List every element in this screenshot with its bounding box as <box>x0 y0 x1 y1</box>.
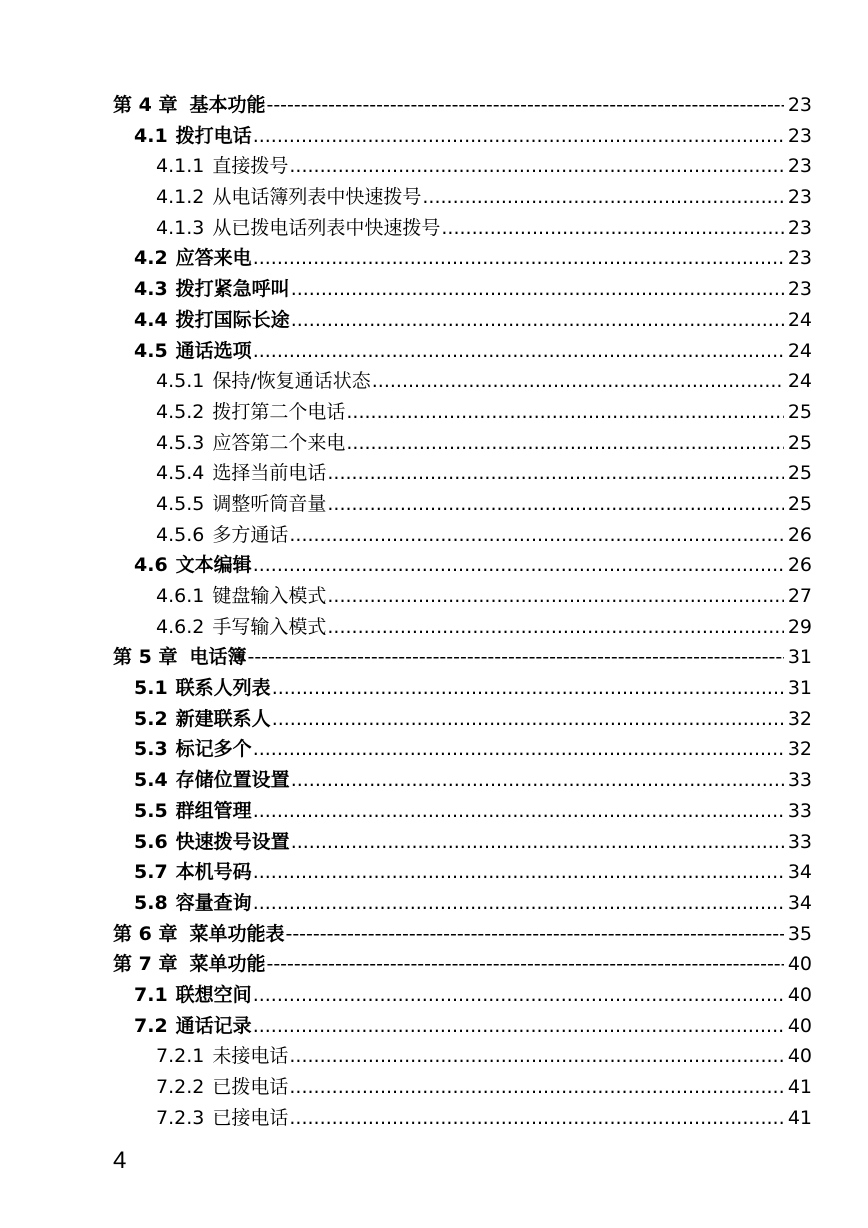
toc-entry-page: 27 <box>787 585 812 607</box>
toc-entry-title: 群组管理 <box>175 799 252 822</box>
toc-entry-title: 已拨电话 <box>212 1076 289 1098</box>
toc-entry-page: 23 <box>787 124 812 147</box>
toc-entry-title: 手写输入模式 <box>212 615 327 638</box>
toc-leader <box>289 151 783 182</box>
toc-entry-page: 41 <box>787 1076 812 1098</box>
toc-entry[interactable] <box>113 734 812 765</box>
toc-entry[interactable] <box>113 550 812 581</box>
toc-entry-page: 40 <box>787 953 812 976</box>
toc-entry-page: 23 <box>787 155 812 178</box>
toc-entry-page: 23 <box>787 186 812 209</box>
toc-entry-page: 32 <box>787 707 812 730</box>
toc-entry-title: 已接电话 <box>212 1106 289 1129</box>
toc-entry[interactable] <box>113 90 812 121</box>
toc-leader <box>441 213 783 244</box>
toc-entry[interactable] <box>113 489 812 520</box>
toc-entry-number: 7.2.2 <box>156 1076 205 1098</box>
toc-entry-number: 5.3 <box>134 738 168 761</box>
toc-entry[interactable] <box>113 581 812 612</box>
toc-entry-page: 40 <box>787 983 812 1006</box>
toc-entry-number: 第 5 章 <box>113 646 178 669</box>
toc-entry-page: 31 <box>787 646 812 669</box>
toc-entry[interactable] <box>113 857 812 888</box>
toc-entry[interactable] <box>113 397 812 428</box>
toc-entry-number: 4.5.4 <box>156 462 205 485</box>
toc-leader <box>253 796 784 827</box>
toc-entry-page: 35 <box>787 922 812 945</box>
toc-entry-number: 4.5.2 <box>156 400 205 423</box>
toc-entry-number: 4.6.2 <box>156 615 205 638</box>
toc-entry[interactable] <box>113 949 812 980</box>
toc-entry-page: 32 <box>787 738 812 761</box>
toc-entry-title: 电话簿 <box>189 646 247 669</box>
toc-entry-number: 5.1 <box>134 677 168 700</box>
toc-leader <box>289 1103 783 1134</box>
toc-entry-page: 24 <box>787 308 812 331</box>
toc-entry-number: 5.4 <box>134 769 168 792</box>
table-of-contents <box>113 90 812 1133</box>
toc-entry-number: 4.6.1 <box>156 585 205 607</box>
toc-entry[interactable] <box>113 980 812 1011</box>
toc-entry-title: 联想空间 <box>175 983 252 1006</box>
toc-leader <box>253 121 784 152</box>
toc-leader <box>285 919 783 950</box>
toc-entry-title: 从已拨电话列表中快速拨号 <box>212 216 441 239</box>
toc-entry-page: 40 <box>787 1045 812 1068</box>
toc-entry[interactable] <box>113 1041 812 1072</box>
toc-entry-number: 4.5.6 <box>156 523 205 546</box>
toc-entry[interactable] <box>113 888 812 919</box>
toc-entry-page: 41 <box>787 1106 812 1129</box>
toc-entry-title: 拨打紧急呼叫 <box>175 278 290 301</box>
toc-leader <box>266 90 783 121</box>
toc-entry-page: 23 <box>787 247 812 270</box>
toc-entry-number: 4.3 <box>134 278 168 301</box>
toc-entry-title: 拨打国际长途 <box>175 308 290 331</box>
toc-entry[interactable] <box>113 428 812 459</box>
toc-entry[interactable] <box>113 796 812 827</box>
toc-leader <box>247 642 783 673</box>
toc-entry-title: 标记多个 <box>175 738 252 761</box>
toc-entry-number: 4.2 <box>134 247 168 270</box>
toc-leader <box>372 366 784 397</box>
toc-entry-number: 7.2.1 <box>156 1045 205 1068</box>
toc-entry-number: 4.5.5 <box>156 492 205 515</box>
toc-entry-title: 从电话簿列表中快速拨号 <box>212 186 422 209</box>
toc-entry-number: 7.2 <box>134 1014 168 1037</box>
toc-leader <box>253 336 784 367</box>
toc-leader <box>253 1011 784 1042</box>
toc-leader <box>253 550 784 581</box>
toc-leader <box>272 704 784 735</box>
toc-leader <box>327 489 783 520</box>
toc-entry-title: 文本编辑 <box>175 554 252 577</box>
toc-entry-title: 本机号码 <box>175 861 252 884</box>
toc-entry-number: 5.5 <box>134 799 168 822</box>
toc-entry-number: 第 4 章 <box>113 94 178 116</box>
toc-entry-page: 31 <box>787 677 812 700</box>
toc-leader <box>253 980 784 1011</box>
toc-entry[interactable] <box>113 520 812 551</box>
toc-leader <box>272 673 784 704</box>
toc-entry[interactable] <box>113 827 812 858</box>
toc-entry-number: 5.8 <box>134 891 168 914</box>
toc-entry-page: 26 <box>787 523 812 546</box>
toc-entry-title: 容量查询 <box>175 891 252 914</box>
toc-entry-title: 快速拨号设置 <box>175 830 290 853</box>
toc-entry[interactable] <box>113 366 812 397</box>
toc-entry-title: 新建联系人 <box>175 707 271 730</box>
toc-entry-title: 拨打第二个电话 <box>212 400 346 423</box>
toc-entry-page: 24 <box>787 370 812 393</box>
toc-leader <box>291 827 784 858</box>
toc-entry-title: 保持/恢复通话状态 <box>212 370 371 393</box>
toc-entry-page: 25 <box>787 431 812 454</box>
toc-entry[interactable] <box>113 243 812 274</box>
toc-entry[interactable] <box>113 213 812 244</box>
toc-leader <box>253 734 784 765</box>
toc-entry-number: 4.5.3 <box>156 431 205 454</box>
toc-leader <box>291 274 784 305</box>
toc-entry-number: 5.2 <box>134 707 168 730</box>
toc-entry-number: 4.5 <box>134 339 168 362</box>
toc-leader <box>422 182 783 213</box>
toc-entry-number: 7.1 <box>134 983 168 1006</box>
toc-entry[interactable] <box>113 458 812 489</box>
toc-leader <box>266 949 783 980</box>
toc-entry[interactable] <box>113 305 812 336</box>
page-number: 4 <box>113 1147 127 1174</box>
toc-entry-number: 4.4 <box>134 308 168 331</box>
toc-entry-title: 基本功能 <box>189 94 266 116</box>
toc-entry[interactable] <box>113 612 812 643</box>
toc-entry-page: 26 <box>787 554 812 577</box>
toc-entry-title: 通话选项 <box>175 339 252 362</box>
toc-entry-number: 4.1.1 <box>156 155 205 178</box>
toc-entry-page: 29 <box>787 615 812 638</box>
toc-leader <box>289 520 783 551</box>
toc-entry[interactable] <box>113 1072 812 1103</box>
toc-entry-title: 存储位置设置 <box>175 769 290 792</box>
toc-entry-page: 23 <box>787 216 812 239</box>
toc-entry-title: 选择当前电话 <box>212 462 327 485</box>
toc-leader <box>253 243 784 274</box>
toc-leader <box>327 612 783 643</box>
toc-entry-number: 4.5.1 <box>156 370 205 393</box>
toc-leader <box>289 1041 783 1072</box>
toc-entry-number: 4.1 <box>134 124 168 147</box>
toc-entry-page: 23 <box>787 278 812 301</box>
toc-entry-page: 24 <box>787 339 812 362</box>
toc-entry-page: 23 <box>787 94 812 116</box>
toc-entry-page: 25 <box>787 400 812 423</box>
toc-leader <box>289 1072 783 1103</box>
toc-entry-number: 5.6 <box>134 830 168 853</box>
toc-entry-title: 应答第二个来电 <box>212 431 346 454</box>
toc-entry[interactable] <box>113 274 812 305</box>
toc-entry-page: 33 <box>787 769 812 792</box>
toc-entry-title: 联系人列表 <box>175 677 271 700</box>
toc-entry-number: 第 6 章 <box>113 922 178 945</box>
toc-entry-page: 34 <box>787 861 812 884</box>
toc-entry[interactable] <box>113 919 812 950</box>
toc-entry-page: 33 <box>787 830 812 853</box>
toc-entry-page: 25 <box>787 492 812 515</box>
toc-entry-title: 直接拨号 <box>212 155 289 178</box>
toc-entry-title: 键盘输入模式 <box>212 585 327 607</box>
toc-entry[interactable] <box>113 336 812 367</box>
toc-entry-title: 拨打电话 <box>175 124 252 147</box>
toc-entry[interactable] <box>113 121 812 152</box>
toc-leader <box>291 765 784 796</box>
toc-entry-number: 7.2.3 <box>156 1106 205 1129</box>
toc-entry[interactable] <box>113 673 812 704</box>
toc-entry-page: 34 <box>787 891 812 914</box>
toc-entry[interactable] <box>113 704 812 735</box>
toc-entry-title: 调整听筒音量 <box>212 492 327 515</box>
toc-entry[interactable] <box>113 1103 812 1134</box>
toc-entry[interactable] <box>113 182 812 213</box>
toc-entry-page: 40 <box>787 1014 812 1037</box>
toc-leader <box>327 458 783 489</box>
toc-entry[interactable] <box>113 151 812 182</box>
toc-entry[interactable] <box>113 642 812 673</box>
toc-entry[interactable] <box>113 765 812 796</box>
toc-entry-number: 4.6 <box>134 554 168 577</box>
toc-entry-page: 33 <box>787 799 812 822</box>
toc-entry-number: 4.1.2 <box>156 186 205 209</box>
toc-leader <box>291 305 784 336</box>
toc-entry-title: 菜单功能 <box>189 953 266 976</box>
toc-entry-title: 应答来电 <box>175 247 252 270</box>
toc-entry-number: 4.1.3 <box>156 216 205 239</box>
toc-entry[interactable] <box>113 1011 812 1042</box>
toc-leader <box>346 428 783 459</box>
toc-entry-number: 第 7 章 <box>113 953 178 976</box>
toc-entry-title: 通话记录 <box>175 1014 252 1037</box>
toc-leader <box>253 888 784 919</box>
toc-entry-number: 5.7 <box>134 861 168 884</box>
toc-entry-title: 未接电话 <box>212 1045 289 1068</box>
toc-entry-title: 多方通话 <box>212 523 289 546</box>
toc-entry-page: 25 <box>787 462 812 485</box>
toc-leader <box>346 397 783 428</box>
toc-leader <box>327 581 783 612</box>
toc-entry-title: 菜单功能表 <box>189 922 285 945</box>
toc-leader <box>253 857 784 888</box>
